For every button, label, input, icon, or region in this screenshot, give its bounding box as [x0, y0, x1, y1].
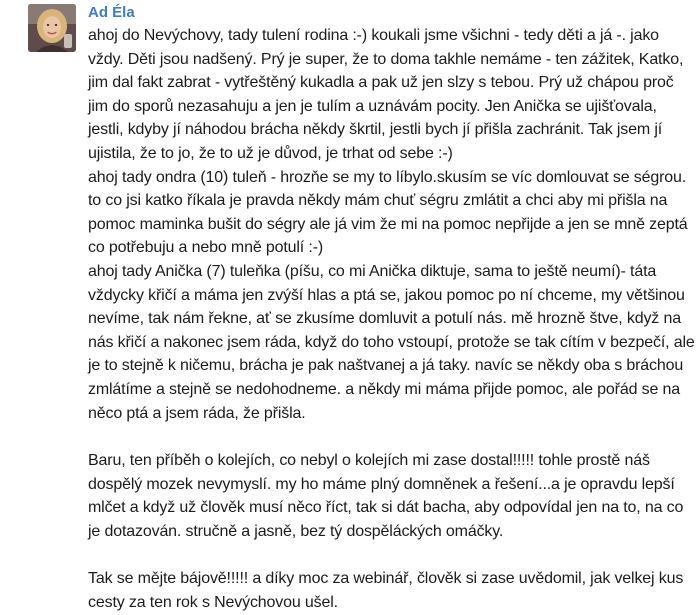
comment-paragraph: Tak se mějte bájově!!!!! a díky moc za webinář, člověk si zase uvědomil, jak velkej kus cesty za ten rok s Nevýchovou ušel.: [88, 570, 684, 612]
comment-paragraph: Baru, ten příběh o kolejích, co nebyl o kolejích mi zase dostal!!!!! tohle prostě náš dospělý mozek nevymyslí. my ho máme plný domněnek a řešení...a je opravdu lepší mlčet a když už člověk musí něco říct, tak si dát bacha, aby odpovídal jen na to, na co je dotazován. stručně a jasně, bez tý dospěláckých omáčky.: [88, 452, 684, 540]
comment-body: [88, 24, 696, 615]
comment-paragraph: ahoj tady ondra (10) tuleň - hrozňe se my to líbylo.skusím se víc domlouvat se ségrou. to co jsi katko říkala je pravda někdy mám chuť ségru zmlátit a chci aby mi přišla na pomoc maminka bušit do ségry ale já vim že mi na pomoc nepřijde a jen se mně zeptá co potřebuju a nebo mně potulí :-): [88, 168, 688, 257]
comment-author-link[interactable]: Ad Éla: [88, 4, 135, 21]
avatar[interactable]: [28, 4, 76, 52]
comment-paragraph: ahoj tady Anička (7) tuleňka (píšu, co mi Anička diktuje, sama to ještě neumí)- táta vždycky křičí a máma jen zvýší hlas a ptá se, jakou pomoc po ní chceme, my většinou nevíme, tak nám řekne, ať se zkusíme domluvit a potulí nás. mě hrozně štve, když na nás křičí a nakonec jsem ráda, když do toho vstoupí, protože se tak cítím v bezpečí, ale je to stejně k ničemu, brácha je pak naštvanej a já taky. navíc se někdy oba s bráchou zmlátíme a stejně se nedohodneme. a někdy mi máma přijde pomoc, ale pořád se na něco ptá a jsem ráda, že přišla.: [88, 262, 695, 422]
user-photo-avatar-icon: [28, 4, 76, 52]
comment-paragraph: ahoj do Nevýchovy, tady tulení rodina :-) koukali jsme všichni - tedy děti a já -. jako vždy. Děti jsou nadšený. Prý je super, že to doma takhle nemáme - ten zážitek, Katko, jim dal fakt zabrat - vytřeštěný kukadla a pak už jen slzy s tebou. Prý už chápou proč jim do sporů nezasahuju a jen je tulím a uznávám pocity. Jen Anička se ujišťovala, jestli, kdyby jí náhodou brácha někdy škrtil, jestli bych jí přišla zachránit. Tak jsem jí ujistila, že to jo, že to už je důvod, je trhat od sebe :-): [88, 27, 684, 162]
